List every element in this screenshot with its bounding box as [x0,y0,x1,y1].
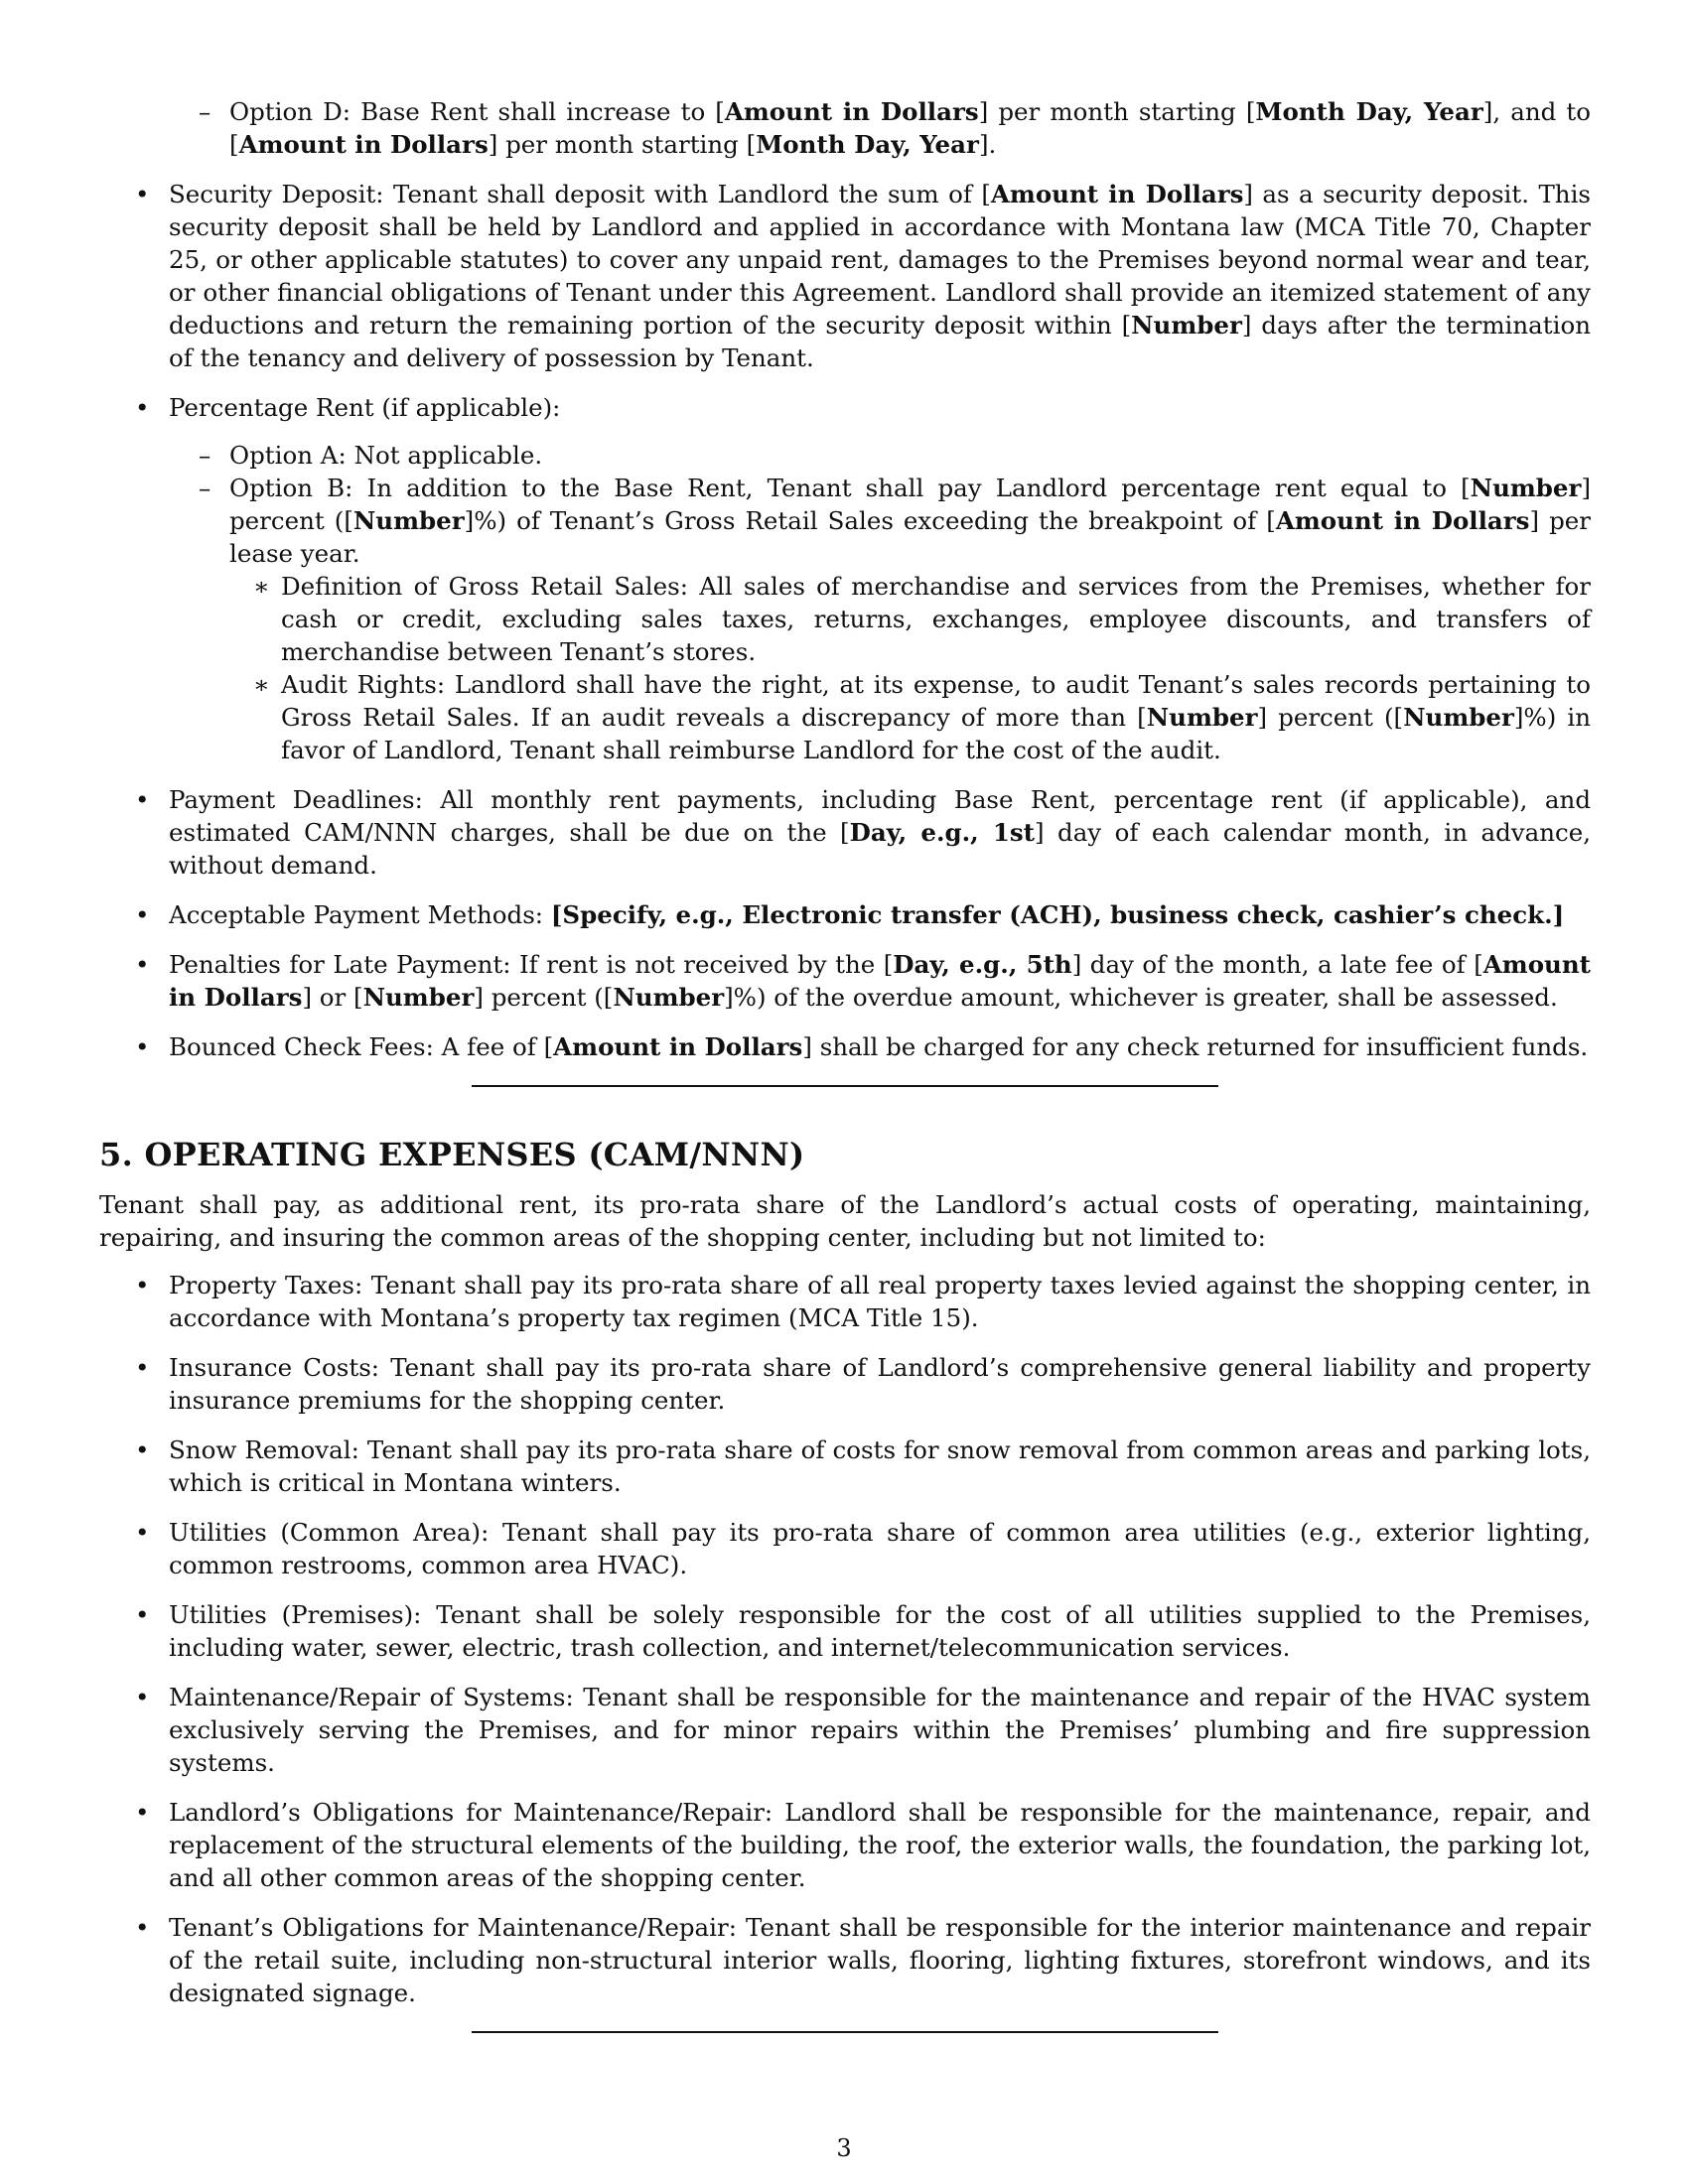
option-d-item: – Option D: Base Rent shall increase to [Amount in Dollars] per month starting [Month Day, Year], and to [Amount in Dollars] per month starting [Month Day, Year]. [99,95,1591,161]
audit-rights-item: ∗ Audit Rights: Landlord shall have the right, at its expense, to audit Tenant’s sales records pertaining to Gross Retail Sales. If an audit reveals a discrepancy of more than [Number] percent ([Number]%) in favor of Landlord, Tenant shall reimburse Landlord for the cost of the audit. [229,668,1591,766]
section-intro: Tenant shall pay, as additional rent, its pro-rata share of the Landlord’s actual costs of operating, maintaining, repairing, and insuring the common areas of the shopping center, including but not limited to: [99,1190,1591,1252]
section-heading: 5. OPERATING EXPENSES (CAM/NNN) [99,1136,805,1173]
security-deposit-item: • Security Deposit: Tenant shall deposit with Landlord the sum of [Amount in Dollars] as a security deposit. This security deposit shall be held by Landlord and applied in accordance with Montana law (MCA Title 70, Chapter 25, or other applicable statutes) to cover any unpaid rent, damages to the Premises beyond normal wear and tear, or other financial obligations of Tenant under this Agreement. Landlord shall provide an itemized statement of any deductions and return the remaining portion of the security deposit within [Number] days after the termination of the tenancy and delivery of possession by Tenant. [99,178,1591,374]
late-payment-item: • Penalties for Late Payment: If rent is not received by the [Day, e.g., 5th] day of the month, a late fee of [Amount in Dollars] or [Number] percent ([Number]%) of the overdue amount, whichever is greater, shall be assessed. [99,948,1591,1014]
gross-sales-definition-item: ∗ Definition of Gross Retail Sales: All sales of merchandise and services from the Premises, whether for cash or credit, excluding sales taxes, returns, exchanges, employee discounts, and transfers of merchandise between Tenant’s stores. [229,570,1591,668]
option-a-item: – Option A: Not applicable. [169,439,1591,472]
option-b-subitems [229,570,1591,766]
section-divider [472,2031,1218,2033]
operating-expenses-list [99,1269,1591,2009]
list-item: • Utilities (Premises): Tenant shall be solely responsible for the cost of all utilities supplied to the Premises, including water, sewer, electric, trash collection, and internet/telecommunication services. [99,1598,1591,1664]
page-number: 3 [836,2134,852,2162]
list-item: • Landlord’s Obligations for Maintenance/Repair: Landlord shall be responsible for the maintenance, repair, and replacement of the structural elements of the building, the roof, the exterior walls, the foundation, the parking lot, and all other common areas of the shopping center. [99,1796,1591,1894]
list-item: • Maintenance/Repair of Systems: Tenant shall be responsible for the maintenance and repair of the HVAC system exclusively serving the Premises, and for minor repairs within the Premises’ plumbing and fire suppression systems. [99,1681,1591,1779]
list-item: • Insurance Costs: Tenant shall pay its pro-rata share of Landlord’s comprehensive general liability and property insurance premiums for the shopping center. [99,1351,1591,1417]
list-item: • Property Taxes: Tenant shall pay its pro-rata share of all real property taxes levied against the shopping center, in accordance with Montana’s property tax regimen (MCA Title 15). [99,1269,1591,1334]
list-item: • Utilities (Common Area): Tenant shall pay its pro-rata share of common area utilities (e.g., exterior lighting, common restrooms, common area HVAC). [99,1516,1591,1581]
list-item: • Snow Removal: Tenant shall pay its pro-rata share of costs for snow removal from common areas and parking lots, which is critical in Montana winters. [99,1433,1591,1499]
payment-methods-item: • Acceptable Payment Methods: [Specify, e.g., Electronic transfer (ACH), business check, cashier’s check.] [99,898,1591,931]
option-d-list [99,95,1591,161]
rent-terms-list [99,178,1591,1063]
section-divider [472,1085,1218,1087]
option-b-item: – Option B: In addition to the Base Rent, Tenant shall pay Landlord percentage rent equal to [Number] percent ([Number]%) of Tenant’s Gross Retail Sales exceeding the breakpoint of [Amount in Dollars] per lease year. ∗ Definition of Gross Retail Sales: All sales of merchandise and services from the Premises, whether for cash or credit, excluding sales taxes, returns, exchanges, employee discounts, and transfers of merchandise between Tenant’s stores. ∗ Audit Rights: Landlord shall have the right, at its expense, to audit Tenant’s sales records pertaining to Gross Retail Sales. If an audit reveals a discrepancy of more than [Number] percent ([Number]%) in favor of Landlord, Tenant shall reimburse Landlord for the cost of the audit. [169,472,1591,766]
document-page [99,95,1591,2033]
payment-deadlines-item: • Payment Deadlines: All monthly rent payments, including Base Rent, percentage rent (if applicable), and estimated CAM/NNN charges, shall be due on the [Day, e.g., 1st] day of each calendar month, in advance, without demand. [99,783,1591,882]
percentage-rent-options [169,439,1591,766]
percentage-rent-item: • Percentage Rent (if applicable): – Option A: Not applicable. – Option B: In addition to the Base Rent, Tenant shall pay Landlord percentage rent equal to [Number] percent ([Number]%) of Tenant’s Gross Retail Sales exceeding the breakpoint of [Amount in Dollars] per lease year. ∗ Definition of Gross Retail Sales: All sales of merchandise and services from the Premises, whether for cash or credit, excluding sales taxes, returns, exchanges, employee discounts, and transfers of merchandise between Tenant’s stores. ∗ Audit Rights: Landlord shall have the right, at its expense, to audit Tenant’s sales records pertaining to Gross Retail Sales. If an audit reveals a discrepancy of more than [Number] percent ([Number]%) in favor of Landlord, Tenant shall reimburse Landlord for the cost of the audit. [99,391,1591,766]
bounced-check-item: • Bounced Check Fees: A fee of [Amount in Dollars] shall be charged for any check returned for insufficient funds. [99,1030,1591,1063]
list-item: • Tenant’s Obligations for Maintenance/Repair: Tenant shall be responsible for the interior maintenance and repair of the retail suite, including non-structural interior walls, flooring, lighting fixtures, storefront windows, and its designated signage. [99,1911,1591,2009]
